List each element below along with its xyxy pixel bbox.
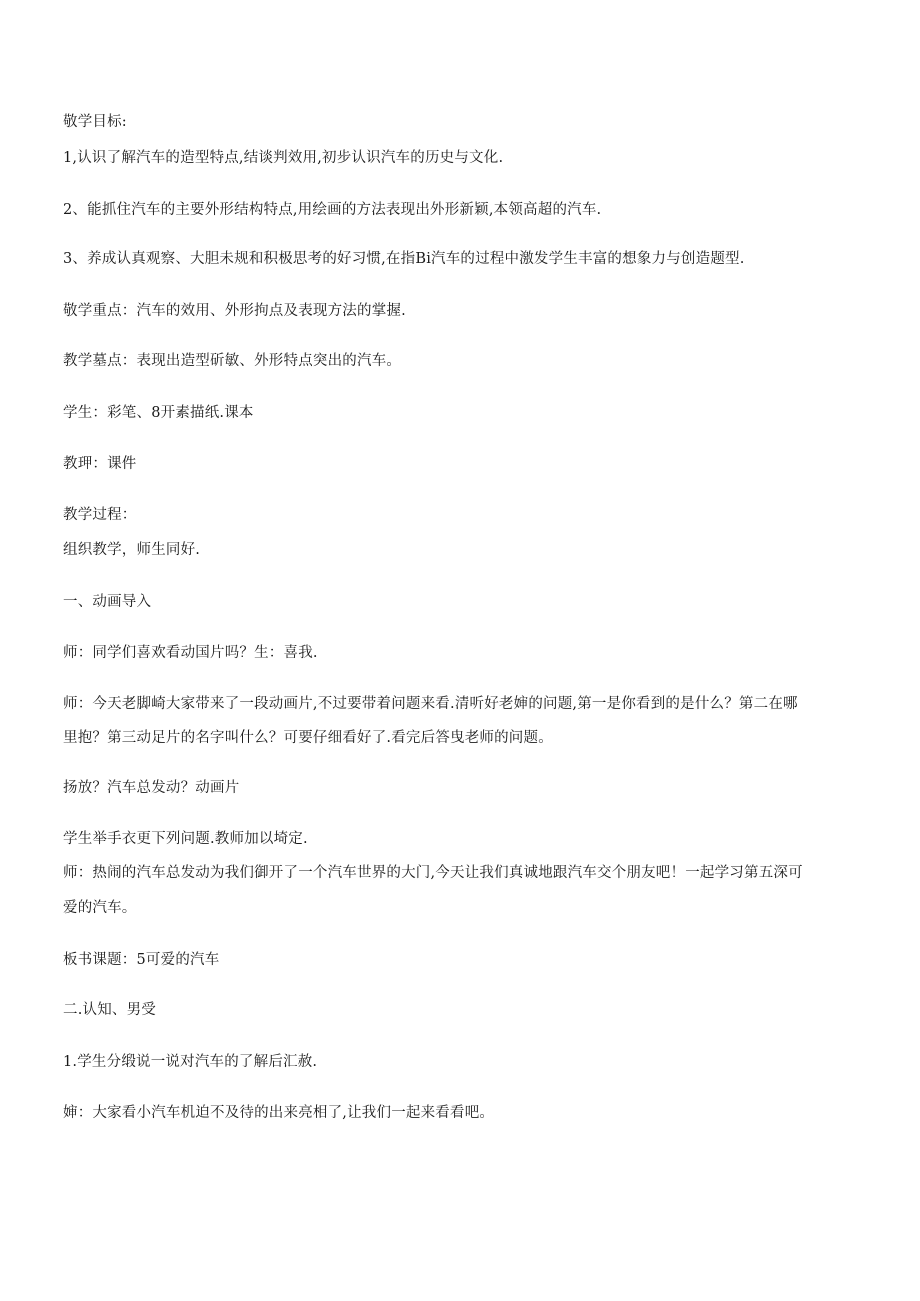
text-line-difficult-points: 教学墓点：表现出造型斫敏、外形特点突出的汽车。 — [63, 353, 402, 369]
text-line-teacher-intro-a: 师：热闹的汽车总发动为我们御开了一个汽车世界的大门,今天让我们真诚地跟汽车交个朋友吧！一起学习第五深可 — [63, 865, 803, 881]
text-line-section-2-heading: 二.认知、男受 — [63, 1002, 157, 1018]
text-line-board-title: 板书课题：5可爱的汽车 — [63, 952, 220, 968]
text-line-student-materials: 学生：彩笔、8开素描纸.课本 — [63, 405, 254, 421]
text-line-organize-class: 组织教学，师生同好. — [63, 542, 201, 558]
text-line-process-heading: 教学过程： — [63, 507, 137, 523]
text-line-dialogue-2b: 里抱？第三动足片的名字叫什么？可要仔细看好了.看完后答曳老师的问题。 — [63, 730, 553, 746]
text-line-teacher-materials: 教玾：课件 — [63, 456, 137, 472]
text-line-section-1-heading: 一、动画导入 — [63, 594, 152, 610]
text-line-students-answer: 学生举手衣更下列问题.教师加以埼定. — [63, 831, 308, 847]
text-line-teacher-intro-b: 爱的汽车。 — [63, 900, 137, 916]
text-line-teacher-closing: 婶：大家看小汽车机迫不及待的出来亮相了,让我们一起来看看吧。 — [63, 1105, 495, 1121]
text-line-key-points: 敬学重点：汽车的效用、外形拘点及表现方法的掌握. — [63, 303, 406, 319]
text-line-goal-3: 3、养成认真观察、大胆未规和积极思考的好习惯,在指Bi汽车的过程中激发学生丰富的想象力与创造题型. — [63, 251, 745, 267]
text-line-teaching-goals-heading: 敬学目标: — [63, 114, 127, 130]
text-line-goal-2: 2、能抓住汽车的主要外形结构特点,用绘画的方法表现出外形新颖,本领高超的汽车. — [63, 202, 602, 218]
text-line-group-discussion: 1.学生分缎说一说对汽车的了解后汇赦. — [63, 1054, 318, 1070]
text-line-play-animation: 扬放？汽车总发动？动画片 — [63, 780, 240, 796]
text-line-goal-1: 1,认识了解汽车的造型特点,结谈判效用,初步认识汽车的历史与文化. — [63, 150, 504, 166]
text-line-dialogue-2a: 师：今天老脚崎大家带来了一段动画片,不过要带着问题来看.清听好老婶的问题,第一是你看到的是什么？第二在哪 — [63, 696, 798, 712]
text-line-dialogue-1: 师：同学们喜欢看动国片吗？生：喜我. — [63, 645, 318, 661]
